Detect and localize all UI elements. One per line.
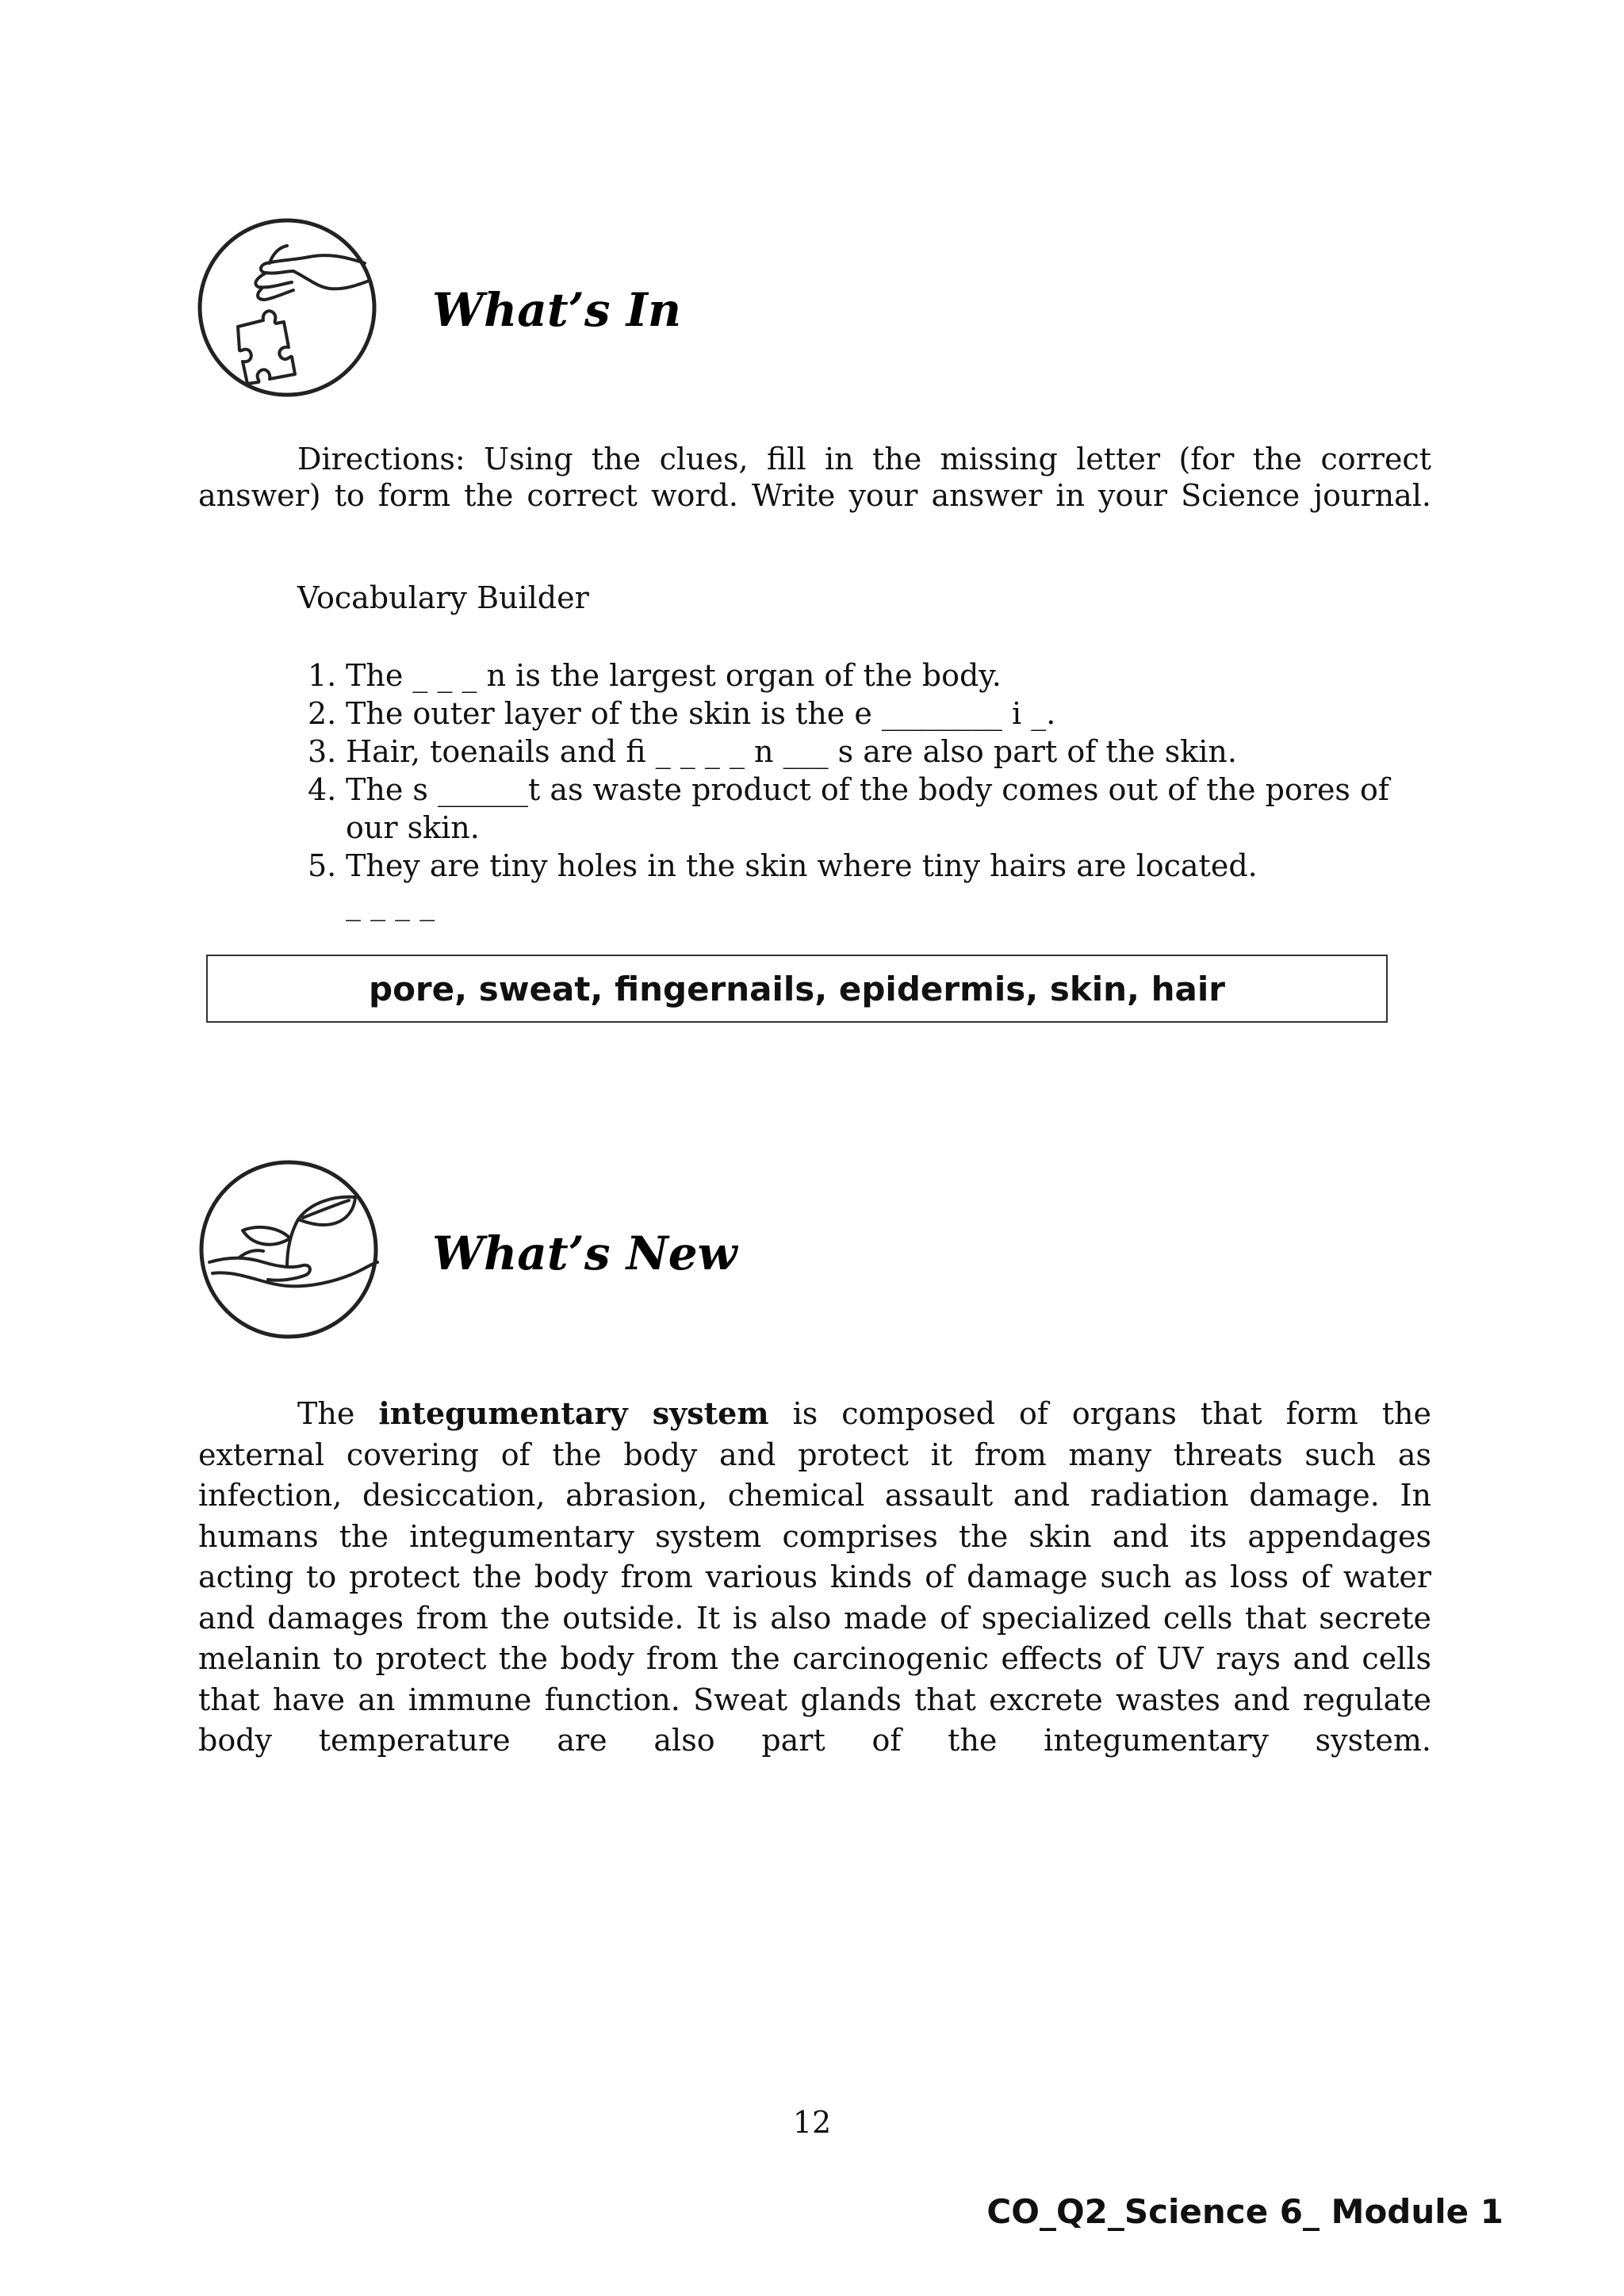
list-item: 4. The s ______t as waste product of the body comes out of the pores of our skin. [308, 772, 1389, 845]
module-code: CO_Q2_Science 6_ Module 1 [986, 2192, 1503, 2231]
list-item: 2. The outer layer of the skin is the e ________ i _. [308, 696, 1056, 731]
directions-text: Directions: Using the clues, fill in the missing letter (for the correct answer) to form the correct word. Write your answer in your Science journal. [198, 442, 1431, 513]
section-title-whats-in: What’s In [432, 283, 682, 337]
key-term: integumentary system [378, 1395, 769, 1431]
hand-plant-icon [192, 1151, 389, 1348]
hand-puzzle-icon [190, 208, 387, 404]
word-bank-box [206, 955, 1388, 1023]
page-number: 12 [792, 2105, 832, 2140]
list-item: 3. Hair, toenails and fi _ _ _ _ n ___ s are also part of the skin. [308, 734, 1237, 769]
word-bank-text: pore, sweat, fingernails, epidermis, skin, hair [369, 969, 1225, 1008]
list-item: 5. They are tiny holes in the skin where tiny hairs are located. [308, 848, 1258, 883]
vocabulary-builder-label: Vocabulary Builder [297, 580, 589, 615]
whats-new-paragraph: The integumentary system is composed of organs that form the external covering of the body and protect it from many threats such as infection, desiccation, abrasion, chemical assault and radiation damage. In humans the integumentary system comprises the skin and its appendages acting to protect the body from various kinds of damage such as loss of water and damages from the outside. It is also made of specialized cells that secrete melanin to protect the body from the carcinogenic effects of UV rays and cells that have an immune function. Sweat glands that excrete wastes and regulate body temperature are also part of the integumentary system. [198, 1395, 1431, 1758]
list-item: 1. The _ _ _ n is the largest organ of the body. [308, 658, 1002, 693]
list-item: _ _ _ _ [346, 886, 435, 921]
section-title-whats-new: What’s New [432, 1226, 737, 1280]
vocabulary-list [308, 656, 1434, 923]
